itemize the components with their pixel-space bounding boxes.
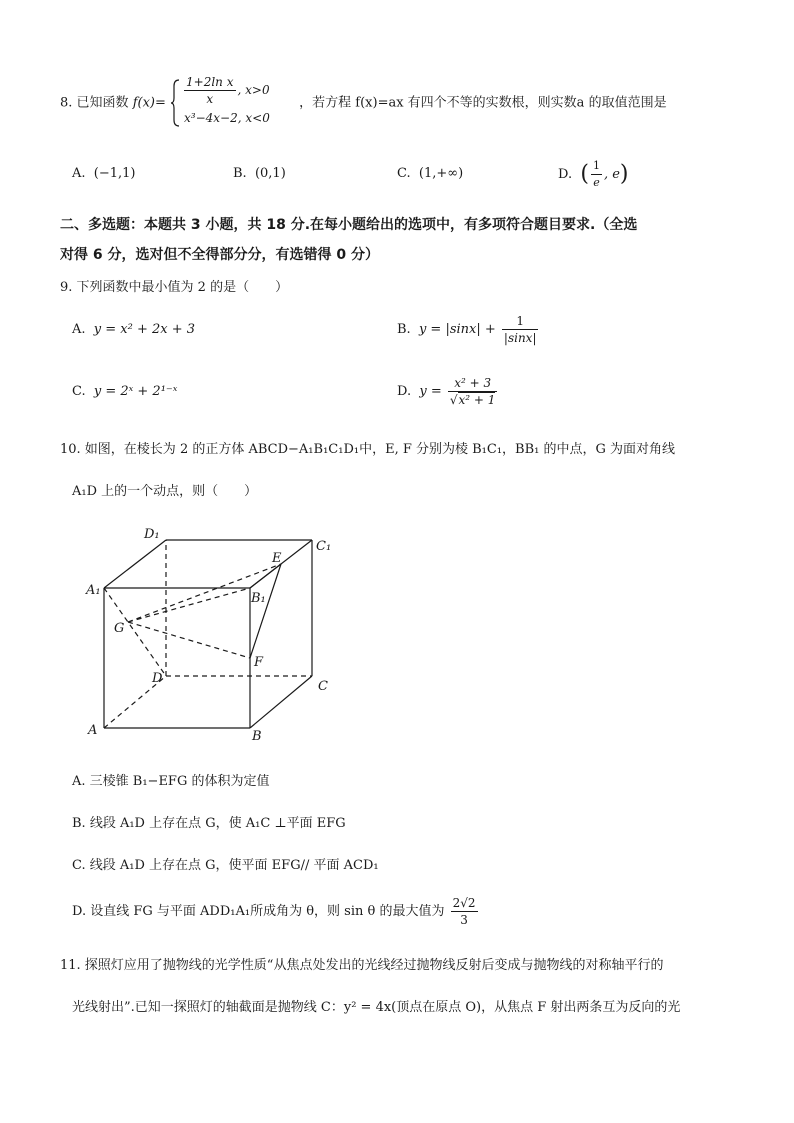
label-a1: A₁ — [86, 583, 101, 598]
q11-line2: 光线射出”.已知一探照灯的轴截面是抛物线 C：y² = 4x(顶点在原点 O)，从焦点 F 射出两条互为反向的光 — [72, 1000, 681, 1015]
segment-g-b1 — [128, 588, 250, 622]
cube-figure — [80, 522, 350, 744]
label-d: D — [152, 671, 163, 686]
segment-e-f — [250, 564, 281, 658]
q10-line2: A₁D 上的一个动点，则（ ） — [72, 484, 258, 499]
q8-case2: x³−4x−2, x<0 — [184, 111, 270, 125]
label-c1: C₁ — [316, 539, 332, 554]
brace-icon — [170, 78, 180, 128]
label-c: C — [318, 679, 328, 694]
q8-option-a: A. (−1,1) — [72, 166, 136, 181]
q10-option-a: A. 三棱锥 B₁−EFG 的体积为定值 — [72, 774, 270, 789]
label-e: E — [272, 551, 282, 566]
label-b1: B₁ — [251, 591, 266, 606]
q10-option-b: B. 线段 A₁D 上存在点 G，使 A₁C ⊥平面 EFG — [72, 816, 346, 831]
section2-line2: 对得 6 分，选对但不全得部分分，有选错得 0 分） — [60, 247, 379, 263]
q8-case1-cond: , x>0 — [237, 83, 270, 97]
q8-suffix: ，若方程 f(x)=ax 有四个不等的实数根，则实数a 的取值范围是 — [299, 95, 667, 111]
label-a: A — [88, 723, 98, 738]
q9-option-d: D. y = $\frac{\text{x² + 3}}{\text{√x² + 1}}$ — [397, 376, 496, 407]
q8-stem — [60, 75, 667, 126]
label-d1: D₁ — [144, 527, 160, 542]
edge-b-c — [250, 676, 312, 728]
q8-case1-num: 1+2ln x — [186, 75, 234, 89]
q8-fx: f(x)= — [132, 95, 166, 111]
q8-option-d: D. ( $\frac{1}{e}$ , e) — [558, 159, 629, 189]
q10-line1: 10. 如图，在棱长为 2 的正方体 ABCD−A₁B₁C₁D₁中，E, F 分别为棱 B₁C₁，BB₁ 的中点，G 为面对角线 — [60, 442, 676, 457]
q9-option-a: A. y = x² + 2x + 3 — [72, 322, 196, 337]
edge-a1-d1 — [104, 540, 166, 588]
q10-option-d: D. 设直线 FG 与平面 ADD₁A₁所成角为 θ，则 sin θ 的最大值为 $\frac{2√2}{3}$ — [72, 896, 476, 927]
label-g: G — [114, 621, 125, 636]
q8-option-c: C. (1,+∞) — [397, 166, 464, 181]
segment-g-f — [128, 622, 250, 658]
q9-option-b: B. y = |sinx| + $\frac{1}{|\sin x|}$ — [397, 314, 537, 345]
q8-option-b: B. (0,1) — [233, 166, 286, 181]
q8-prefix: 8. 已知函数 — [60, 95, 129, 111]
label-b: B — [252, 729, 262, 744]
segment-b1-e — [250, 564, 281, 588]
q9-stem: 9. 下列函数中最小值为 2 的是（ ） — [60, 280, 289, 295]
label-f: F — [254, 655, 264, 670]
section2-line1: 二、多选题：本题共 3 小题，共 18 分.在每小题给出的选项中，有多项符合题目要求.（全选 — [60, 217, 638, 233]
q8-case1-den: x — [206, 92, 214, 106]
q11-line1: 11. 探照灯应用了抛物线的光学性质“从焦点处发出的光线经过抛物线反射后变成与抛物线的对称轴平行的 — [60, 958, 664, 973]
q10-option-c: C. 线段 A₁D 上存在点 G，使平面 EFG// 平面 ACD₁ — [72, 858, 379, 873]
q8-piecewise — [170, 75, 295, 128]
q9-option-c: C. y = 2ˣ + 2¹⁻ˣ — [72, 384, 178, 399]
